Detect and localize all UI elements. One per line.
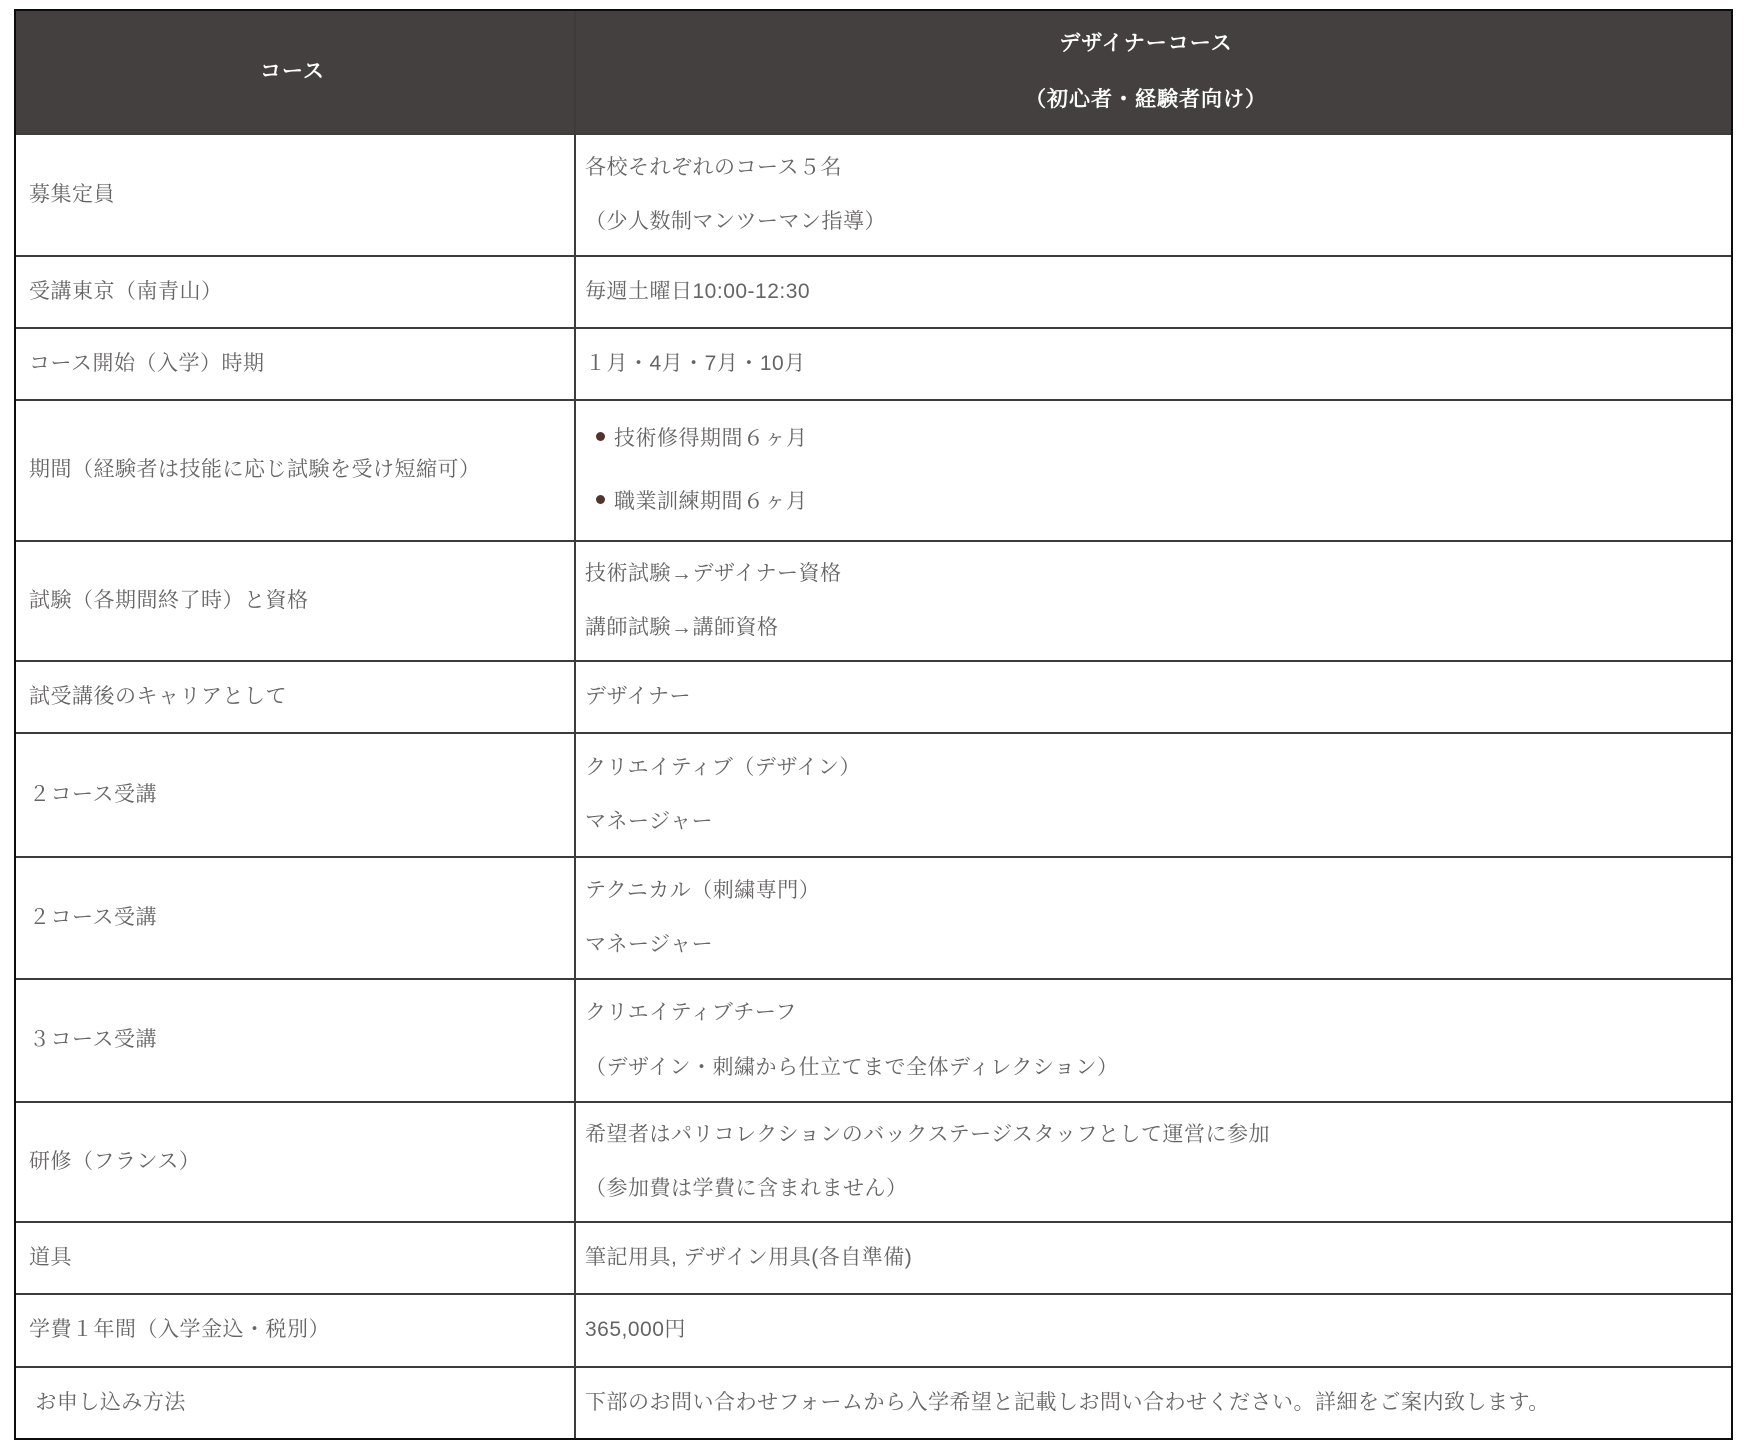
row-value-line: クリエイティブチーフ xyxy=(585,1001,797,1025)
row-label-cell xyxy=(16,1223,576,1293)
row-label: 試験（各期間終了時）と資格 xyxy=(29,588,309,612)
row-tokyo-schedule xyxy=(16,255,1731,327)
row-label: 期間（経験者は技能に応じ試験を受け短縮可） xyxy=(29,458,481,482)
row-label: 学費１年間（入学金込・税別） xyxy=(29,1318,330,1342)
header-course-audience: （初心者・経験者向け） xyxy=(1025,87,1267,111)
row-label-cell xyxy=(16,980,576,1101)
row-label: 道具 xyxy=(29,1245,72,1269)
row-value-cell xyxy=(576,135,1731,255)
row-tools xyxy=(16,1221,1731,1293)
row-label-cell xyxy=(16,1103,576,1221)
row-value-cell xyxy=(576,1295,1731,1366)
row-label-cell xyxy=(16,858,576,978)
table-header-row xyxy=(16,11,1731,133)
row-value-line: 下部のお問い合わせフォームから入学希望と記載しお問い合わせください。詳細をご案内致します。 xyxy=(585,1390,1550,1414)
row-label: ３コース受講 xyxy=(29,1028,157,1052)
row-value-line: 各校それぞれのコース５名 xyxy=(585,155,842,179)
row-value-cell xyxy=(576,542,1731,660)
row-label: 募集定員 xyxy=(29,182,115,206)
row-two-course-1 xyxy=(16,732,1731,856)
bullet-dot-icon xyxy=(596,432,605,441)
row-label-cell xyxy=(16,734,576,856)
header-course-name: デザイナーコース xyxy=(1059,32,1233,56)
row-value-cell xyxy=(576,257,1731,327)
row-start-months xyxy=(16,327,1731,399)
row-value-line: 技術試験→デザイナー資格 xyxy=(585,561,842,585)
row-value-line: （参加費は学費に含まれません） xyxy=(585,1177,908,1200)
row-value-cell xyxy=(576,1368,1731,1438)
row-label-cell xyxy=(16,135,576,255)
row-label-cell xyxy=(16,1295,576,1366)
row-training-france xyxy=(16,1101,1731,1221)
row-exams-qualifications xyxy=(16,540,1731,660)
row-duration xyxy=(16,399,1731,540)
row-value-cell xyxy=(576,858,1731,978)
row-label: 受講東京（南青山） xyxy=(29,279,223,303)
row-value-line: １月・4月・7月・10月 xyxy=(585,351,806,375)
row-value-line: 毎週土曜日10:00-12:30 xyxy=(585,279,811,303)
row-value-cell xyxy=(576,1103,1731,1221)
row-label: 研修（フランス） xyxy=(29,1149,201,1173)
bullet-dot-icon xyxy=(596,495,605,504)
row-two-course-2 xyxy=(16,856,1731,978)
row-value-line: マネージャー xyxy=(585,810,714,833)
row-value-cell xyxy=(576,329,1731,399)
row-value-line: 筆記用具, デザイン用具(各自準備) xyxy=(585,1245,913,1269)
bullet-item xyxy=(614,488,1707,516)
header-designer-course-cell xyxy=(576,11,1731,133)
header-course-cell xyxy=(16,11,576,133)
row-capacity xyxy=(16,133,1731,255)
row-label-cell xyxy=(16,662,576,732)
row-label-cell xyxy=(16,401,576,540)
row-label: コース開始（入学）時期 xyxy=(29,351,265,375)
row-application xyxy=(16,1366,1731,1438)
row-value-line: テクニカル（刺繍専門） xyxy=(585,878,821,902)
row-value-line: マネージャー xyxy=(585,933,714,956)
row-value-line: 365,000円 xyxy=(585,1318,686,1342)
row-label: 試受講後のキャリアとして xyxy=(29,684,287,708)
bullet-item xyxy=(614,425,1707,453)
row-value-cell xyxy=(576,401,1731,540)
bullet-text: 技術修得期間６ヶ月 xyxy=(614,427,808,451)
bullet-text: 職業訓練期間６ヶ月 xyxy=(614,489,808,513)
row-label: お申し込み方法 xyxy=(29,1390,186,1414)
row-value-line: （デザイン・刺繍から仕立てまで全体ディレクション） xyxy=(585,1055,1119,1079)
row-value-cell xyxy=(576,980,1731,1101)
designer-course-table xyxy=(14,9,1733,1440)
row-value-line: クリエイティブ（デザイン） xyxy=(585,755,861,779)
row-label-cell xyxy=(16,257,576,327)
row-value-cell xyxy=(576,1223,1731,1293)
row-value-line: デザイナー xyxy=(585,684,692,708)
row-career xyxy=(16,660,1731,732)
duration-bullet-list xyxy=(585,425,1707,516)
row-label-cell xyxy=(16,329,576,399)
row-tuition xyxy=(16,1293,1731,1366)
header-course-label: コース xyxy=(260,59,325,83)
row-value-line: 希望者はパリコレクションのバックステージスタッフとして運営に参加 xyxy=(585,1122,1271,1146)
row-value-cell xyxy=(576,734,1731,856)
row-value-line: 講師試験→講師資格 xyxy=(585,616,779,639)
row-label: ２コース受講 xyxy=(29,782,157,806)
row-label: ２コース受講 xyxy=(29,905,157,929)
row-three-course xyxy=(16,978,1731,1101)
row-value-line: （少人数制マンツーマン指導） xyxy=(585,210,886,233)
row-value-cell xyxy=(576,662,1731,732)
row-label-cell xyxy=(16,1368,576,1438)
row-label-cell xyxy=(16,542,576,660)
